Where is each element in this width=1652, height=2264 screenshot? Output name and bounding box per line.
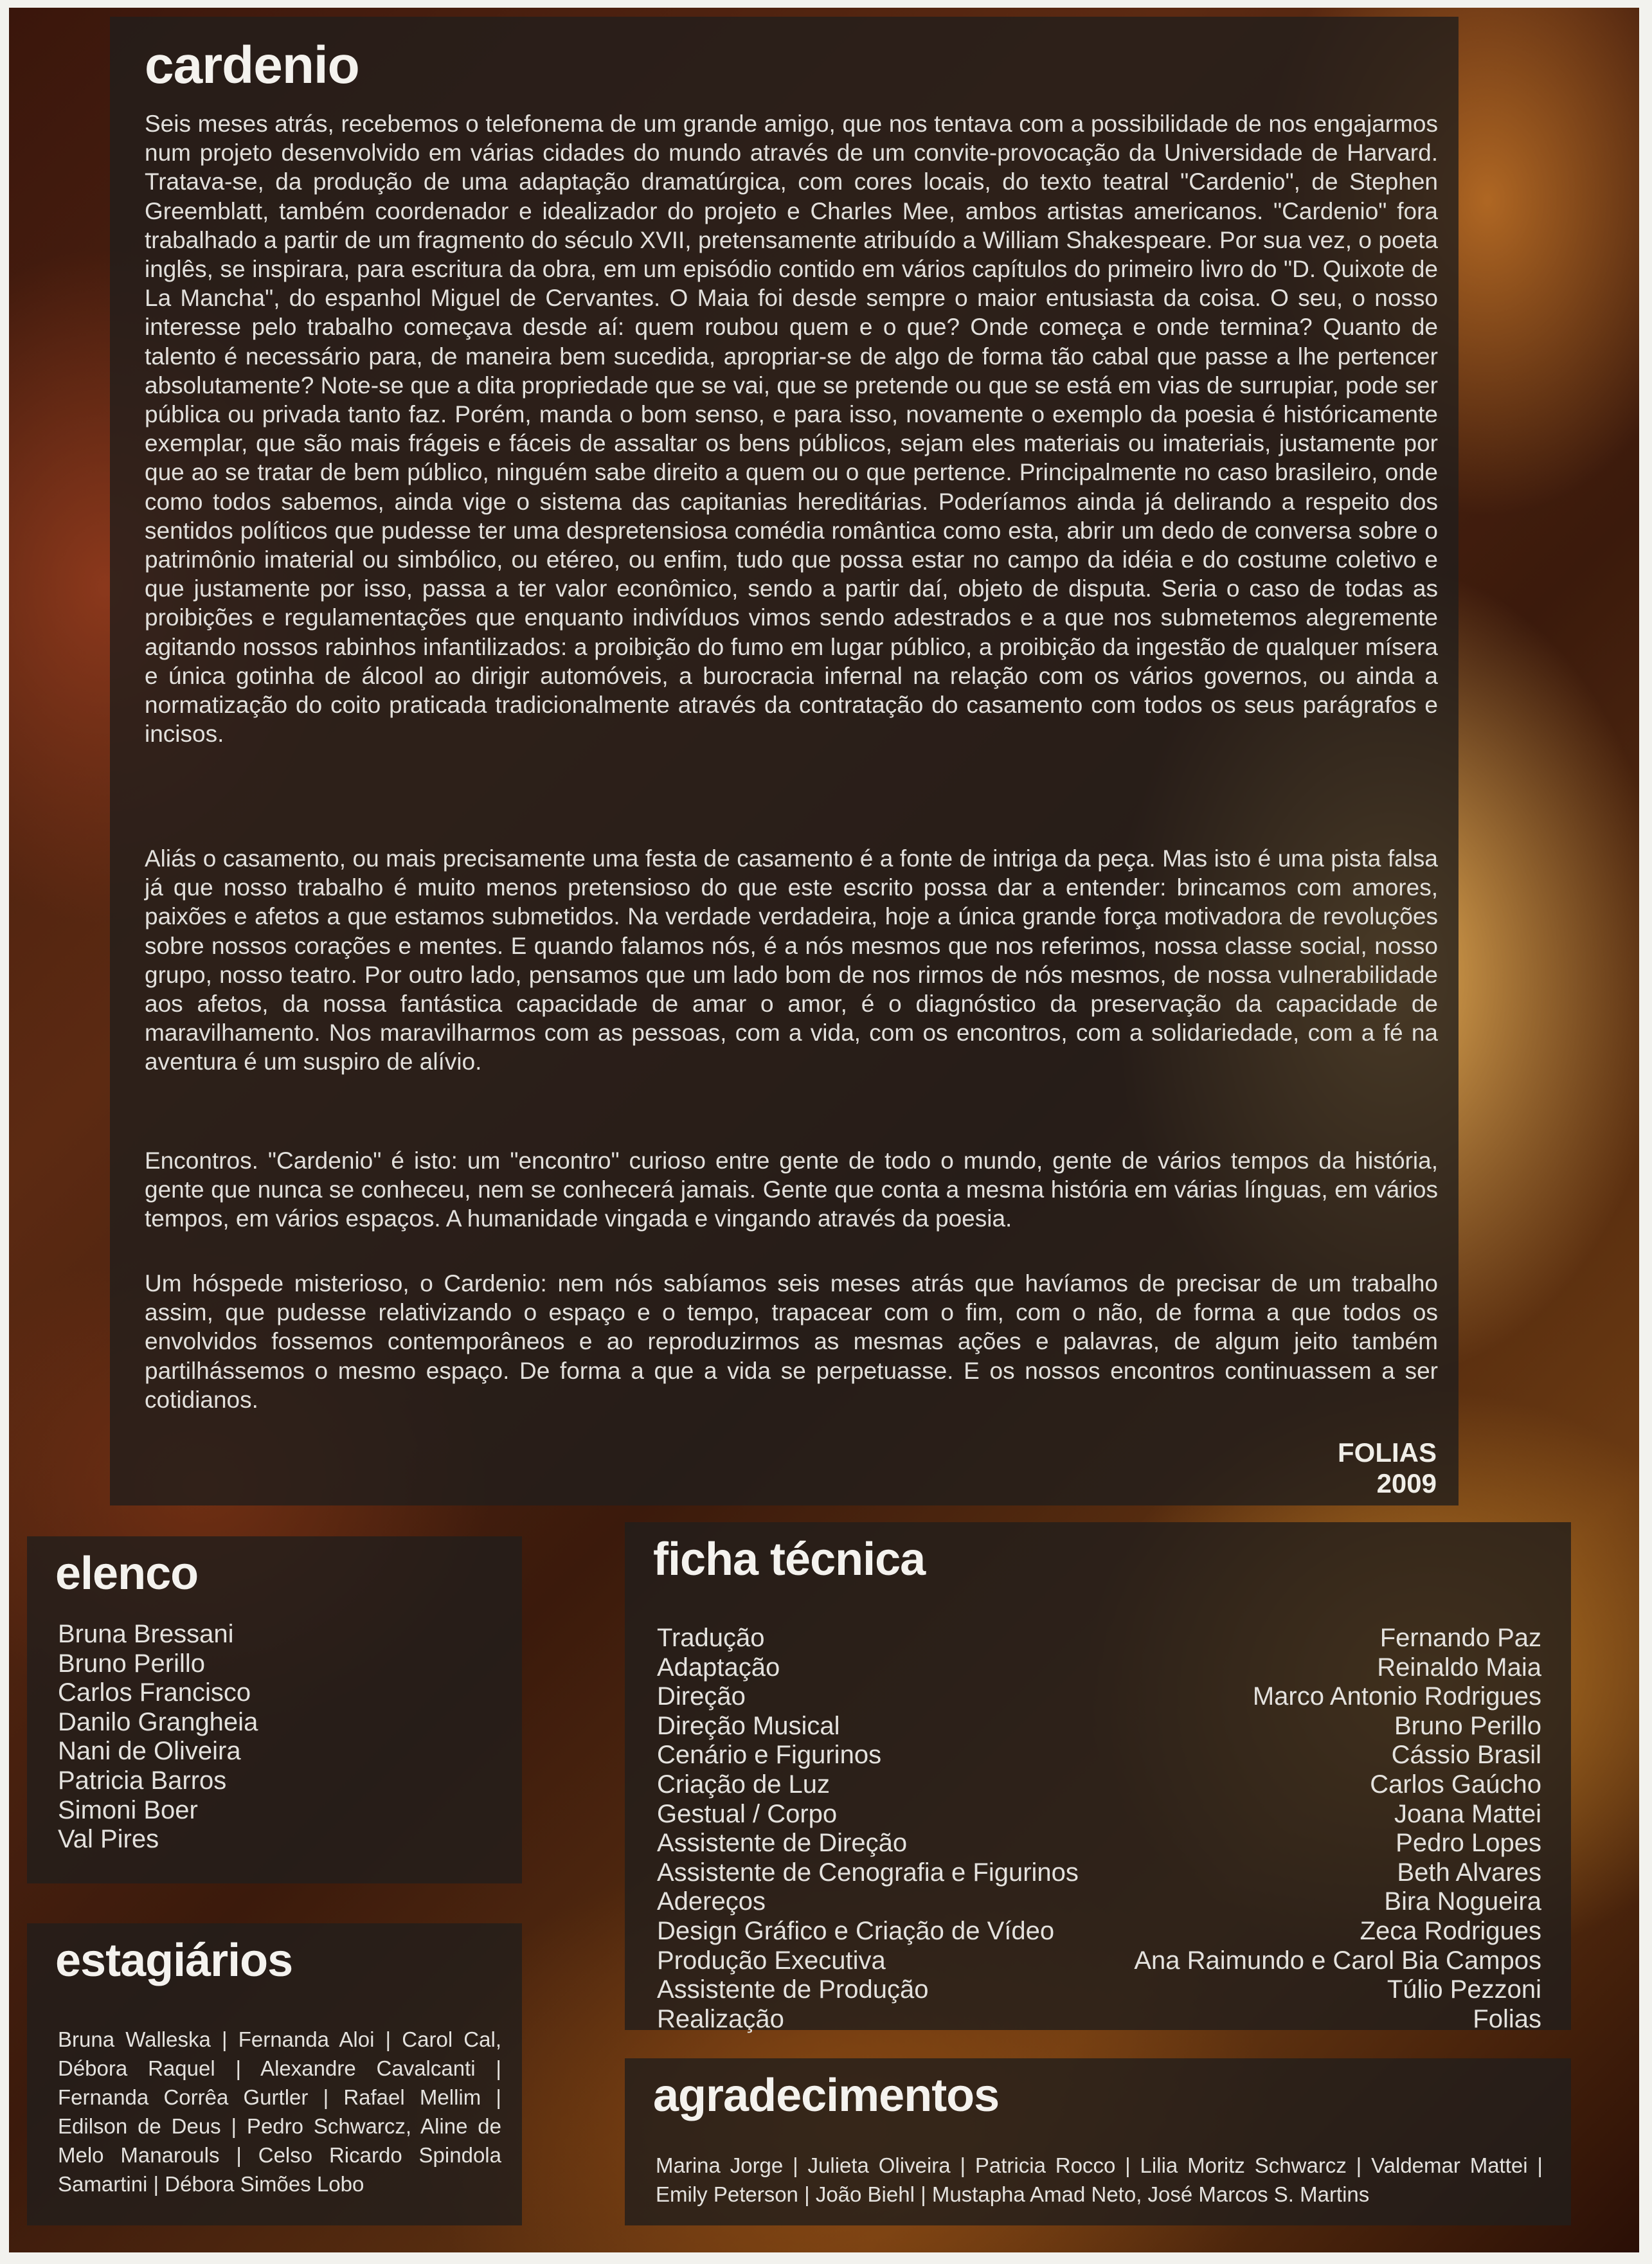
credit-role: Direção Musical	[657, 1711, 840, 1740]
credit-role: Realização	[657, 2004, 784, 2033]
credit-name: Marco Antonio Rodrigues	[1252, 1682, 1541, 1711]
credit-name: Carlos Gaúcho	[1370, 1770, 1541, 1799]
elenco-title: elenco	[55, 1548, 199, 1599]
signature-year: 2009	[1376, 1468, 1437, 1498]
cast-list	[58, 1620, 258, 1855]
credit-role: Adereços	[657, 1887, 766, 1916]
credit-role: Assistente de Produção	[657, 1975, 929, 2004]
credit-role: Produção Executiva	[657, 1946, 886, 1975]
credit-role: Assistente de Cenografia e Figurinos	[657, 1858, 1079, 1887]
estagiarios-panel	[27, 1923, 522, 2225]
agradecimentos-panel	[625, 2058, 1571, 2225]
credit-name: Pedro Lopes	[1396, 1829, 1541, 1858]
credit-name: Ana Raimundo e Carol Bia Campos	[1134, 1946, 1541, 1975]
cast-member: Patricia Barros	[58, 1766, 227, 1795]
estagiarios-list: Bruna Walleska | Fernanda Aloi | Carol Cal, Débora Raquel | Alexandre Cavalcanti | Fernanda Corrêa Gurtler | Rafael Mellim | Edilson de Deus | Pedro Schwarcz, Aline de Melo Manarouls | Celso Ricardo Spindola Samartini | Débora Simões Lobo	[58, 2027, 501, 2196]
credit-role: Criação de Luz	[657, 1770, 830, 1799]
cast-member: Carlos Francisco	[58, 1678, 251, 1707]
cardenio-text-panel	[110, 17, 1459, 1505]
credit-name: Folias	[1473, 2004, 1541, 2033]
credit-role: Tradução	[657, 1624, 765, 1652]
paragraph-4: Um hóspede misterioso, o Cardenio: nem nós sabíamos seis meses atrás que havíamos de precisar de um trabalho assim, que pudesse relativizando o espaço e o tempo, trapacear com o fim, com o não, de forma a que todos os envolvidos fossemos contemporâneos e ao reproduzirmos as mesmas ações e palavras, de algum jeito também partilhássemos o mesmo espaço. De forma a que a vida se perpetuasse. E os nossos encontros continuassem a ser cotidianos.	[145, 1270, 1438, 1413]
credit-name: Bruno Perillo	[1394, 1711, 1541, 1740]
credit-role: Design Gráfico e Criação de Vídeo	[657, 1916, 1055, 1945]
cast-member: Val Pires	[58, 1825, 159, 1854]
credit-name: Túlio Pezzoni	[1387, 1975, 1541, 2004]
signature-block	[1338, 1437, 1437, 1499]
credit-role: Adaptação	[657, 1653, 780, 1682]
cast-member: Danilo Grangheia	[58, 1707, 258, 1736]
credit-name: Beth Alvares	[1397, 1858, 1541, 1887]
credit-role: Cenário e Figurinos	[657, 1741, 882, 1770]
credit-role: Direção	[657, 1682, 746, 1711]
credit-name: Fernando Paz	[1379, 1624, 1541, 1652]
credit-name: Bira Nogueira	[1384, 1887, 1541, 1916]
credit-role: Gestual / Corpo	[657, 1799, 838, 1828]
cast-member: Bruno Perillo	[58, 1649, 206, 1678]
paragraph-2: Aliás o casamento, ou mais precisamente uma festa de casamento é a fonte de intriga da peça. Mas isto é uma pista falsa já que nosso trabalho é muito menos pretensioso do que este escrito possa dar a entender: brincamos com amores, paixões e afetos a que estamos submetidos. Na verdade verdadeira, hoje a única grande força motivadora de revoluções sobre nossos corações e mentes. E quando falamos nós, é a nós mesmos que nos referimos, nossa classe social, nosso grupo, nosso teatro. Por outro lado, pensamos que um lado bom de nos rirmos de nós mesmos, de nossa vulnerabilidade aos afetos, da nossa fantástica capacidade de amar o amor, é o diagnóstico da preservação da capacidade de maravilhamento. Nos maravilharmos com as pessoas, com a vida, com os encontros, com a solidariedade, com a fé na aventura é um suspiro de alívio.	[145, 845, 1438, 1075]
estagiarios-title: estagiários	[55, 1935, 293, 1986]
paragraph-3: Encontros. "Cardenio" é isto: um "encontro" curioso entre gente de todo o mundo, gente de vários tempos da história, gente que nunca se conheceu, nem se conhecerá jamais. Gente que conta a mesma história em várias línguas, em vários tempos, em vários espaços. A humanidade vingada e vingando através da poesia.	[145, 1147, 1438, 1232]
cast-member: Bruna Bressani	[58, 1620, 234, 1648]
cardenio-title: cardenio	[145, 36, 359, 94]
ficha-tecnica-panel	[625, 1522, 1571, 2033]
credit-name: Zeca Rodrigues	[1360, 1916, 1541, 1945]
elenco-panel	[27, 1536, 522, 1883]
credit-name: Reinaldo Maia	[1377, 1653, 1541, 1682]
credit-name: Cássio Brasil	[1391, 1741, 1541, 1770]
credit-names	[1134, 1624, 1541, 2034]
signature-name: FOLIAS	[1338, 1437, 1437, 1468]
cast-member: Simoni Boer	[58, 1795, 198, 1824]
agradecimentos-title: agradecimentos	[653, 2070, 1000, 2121]
paragraph-1: Seis meses atrás, recebemos o telefonema de um grande amigo, que nos tentava com a possibilidade de nos engajarmos num projeto desenvolvido em várias cidades do mundo através de um convite-provocação da Universidade de Harvard. Tratava-se, da produção de uma adaptação dramatúrgica, com cores locais, do texto teatral "Cardenio", de Stephen Greemblatt, também coordenador e idealizador do projeto e Charles Mee, ambos artistas americanos. "Cardenio" fora trabalhado a partir de um fragmento do século XVII, pretensamente atribuído a William Shakespeare. Por sua vez, o poeta inglês, se inspirara, para escritura da obra, em um episódio contido em vários capítulos do primeiro livro do "D. Quixote de La Mancha", do espanhol Miguel de Cervantes. O Maia foi desde sempre o maior entusiasta da coisa. O seu, o nosso interesse pelo trabalho começava desde aí: quem roubou quem e o que? Onde começa e onde termina? Quanto de talento é necessário para, de maneira bem sucedida, apropriar-se de algo de forma tão cabal que passe a lhe pertencer absolutamente? Note-se que a dita propriedade que se vai, que se pretende ou que se está em vias de surrupiar, pode ser pública ou privada tanto faz. Porém, manda o bom senso, e para isso, novamente o exemplo da poesia é históricamente exemplar, que são mais frágeis e fáceis de assaltar os bens públicos, sejam eles materiais ou imateriais, justamente por que ao se tratar de bem público, ninguém sabe direito a quem ou o que pertence. Principalmente no caso brasileiro, onde como todos sabemos, ainda vige o sistema das capitanias hereditárias. Poderíamos ainda já delirando a respeito dos sentidos políticos que pudesse ter uma despretensiosa comédia romântica como esta, abrir um dedo de conversa sobre o patrimônio imaterial ou simbólico, ou etéreo, ou enfim, tudo que possa estar no campo da idéia e do costume coletivo e que justamente por isso, passa a ter valor econômico, sendo a partir daí, objeto de disputa. Seria o caso de todas as proibições e regulamentações que enquanto indivíduos vimos sendo adestrados e a que nos submetemos alegremente agitando nossos rabinhos infantilizados: a proibição do fumo em lugar público, a proibição da ingestão de qualquer mísera e única gotinha de álcool ao dirigir automóveis, a burocracia infernal na relação com os vários governos, ou ainda a normatização do coito praticada tradicionalmente através da contratação do casamento com todos os seus parágrafos e incisos.	[145, 111, 1438, 748]
credit-role: Assistente de Direção	[657, 1829, 908, 1858]
program-page	[9, 8, 1639, 2252]
cast-member: Nani de Oliveira	[58, 1737, 241, 1766]
ficha-tecnica-title: ficha técnica	[653, 1534, 926, 1585]
agradecimentos-list: Marina Jorge | Julieta Oliveira | Patricia Rocco | Lilia Moritz Schwarcz | Valdemar Mattei | Emily Peterson | João Biehl | Mustapha Amad Neto, José Marcos S. Martins	[656, 2153, 1543, 2206]
credit-name: Joana Mattei	[1394, 1799, 1541, 1828]
credit-roles	[657, 1624, 1079, 2034]
